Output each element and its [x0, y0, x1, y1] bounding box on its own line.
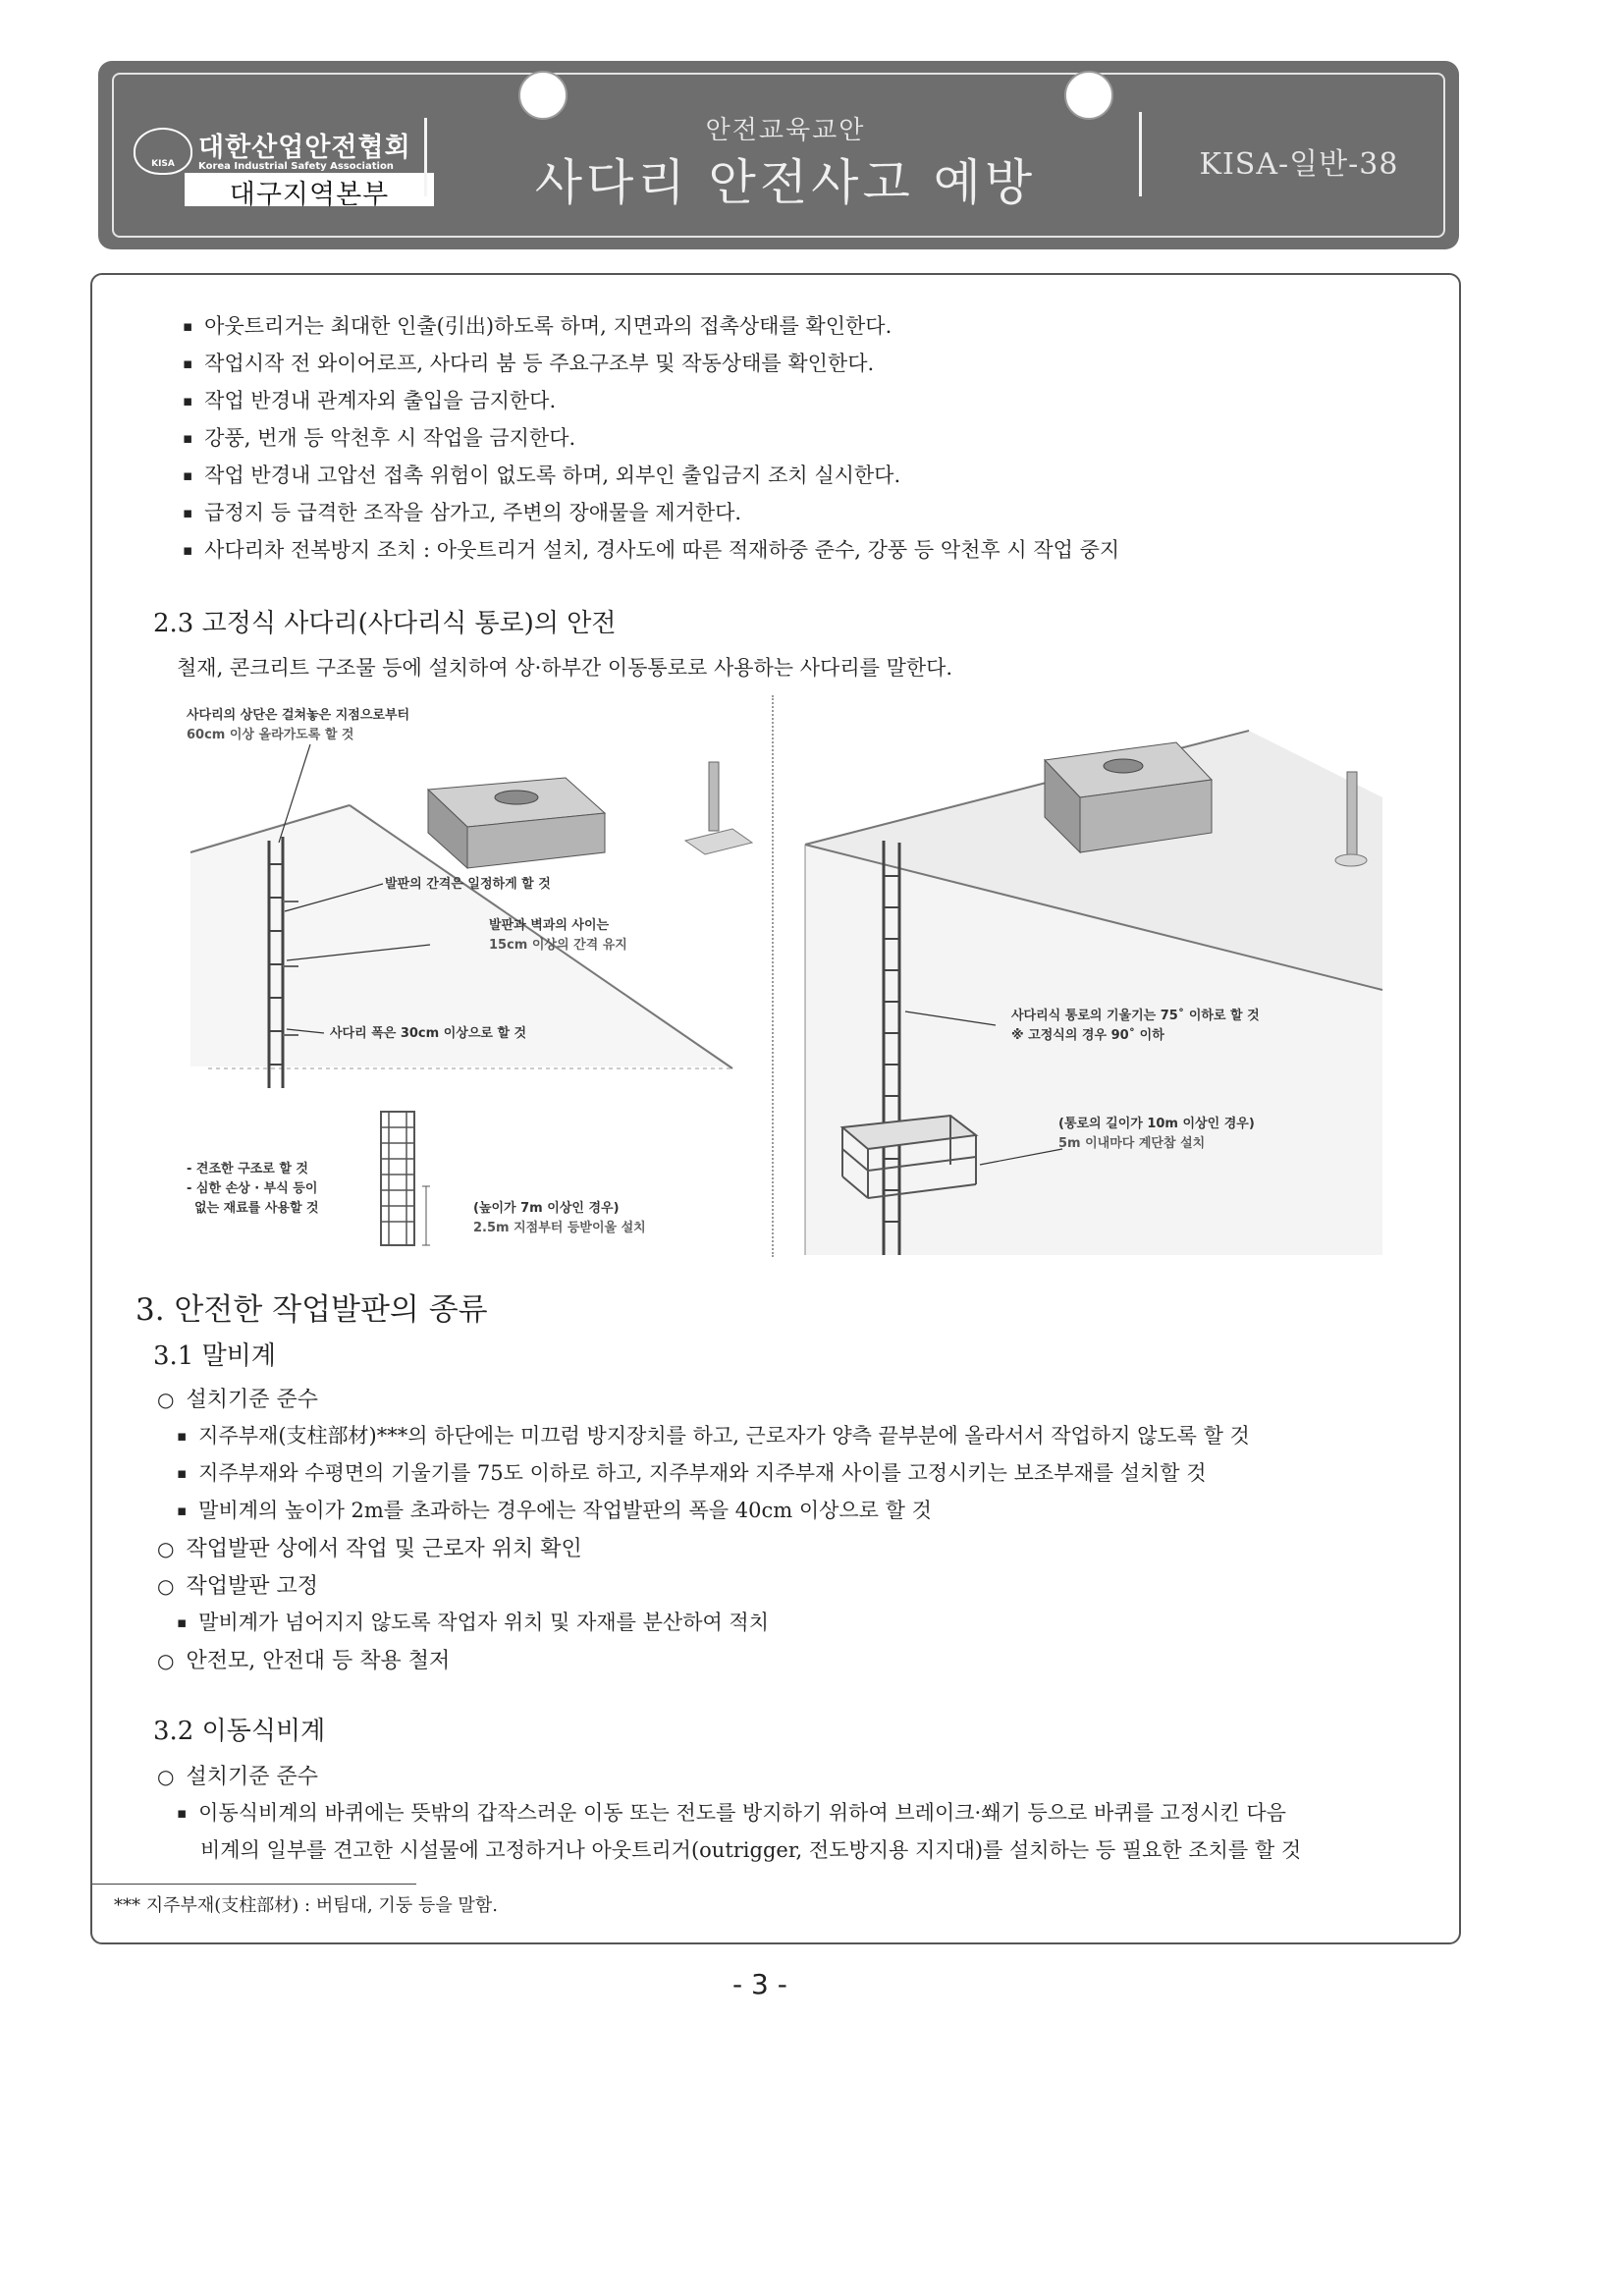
- fig-label-material-1: - 견조한 구조로 할 것: [187, 1162, 308, 1176]
- org-logo: [134, 116, 428, 214]
- bullet-item: ▪ 지주부재와 수평면의 기울기를 75도 이하로 하고, 지주부재와 지주부재 사이를 고정시키는 보조부재를 설치할 것: [177, 1457, 1207, 1487]
- fig-label-slope-1: 사다리식 통로의 기울기는 75˚ 이하로 할 것: [1011, 1009, 1260, 1023]
- bullet-continuation: 비계의 일부를 견고한 시설물에 고정하거나 아웃트리거(outrigger, 전도방지용 지지대)를 설치하는 등 필요한 조치를 할 것: [200, 1838, 1302, 1862]
- doc-subtitle: 안전교육교안: [705, 116, 866, 145]
- circle-item: ○ 안전모, 안전대 등 착용 철저: [157, 1649, 451, 1673]
- fig-label-landing-2: 5m 이내마다 계단참 설치: [1058, 1136, 1206, 1151]
- fig-label-width: 사다리 폭은 30cm 이상으로 할 것: [330, 1026, 527, 1041]
- bullet-item: ▪ 강풍, 번개 등 악천후 시 작업을 금지한다.: [183, 422, 575, 452]
- bullet-item: ▪ 지주부재(支柱部材)***의 하단에는 미끄럼 방지장치를 하고, 근로자가 양측 끝부분에 올라서서 작업하지 않도록 할 것: [177, 1420, 1250, 1449]
- bullet-item: ▪ 작업 반경내 관계자외 출입을 금지한다.: [183, 385, 556, 414]
- bullet-item: ▪ 이동식비계의 바퀴에는 뜻밖의 갑작스러운 이동 또는 전도를 방지하기 위하여 브레이크·쐐기 등으로 바퀴를 고정시킨 다음: [177, 1797, 1286, 1827]
- org-region: 대구지역본부: [185, 173, 434, 206]
- fig-label-cage-1: (높이가 7m 이상인 경우): [473, 1201, 620, 1216]
- circle-item: ○ 작업발판 상에서 작업 및 근로자 위치 확인: [157, 1537, 582, 1561]
- logo-text: KISA: [151, 159, 175, 169]
- circle-item: ○ 작업발판 고정: [157, 1574, 318, 1599]
- org-name-en: Korea Industrial Safety Association: [198, 161, 394, 172]
- fig-label-material-3: 없는 재료를 사용할 것: [194, 1201, 319, 1216]
- banner-divider-right: [1139, 112, 1142, 196]
- circle-marker-icon: ○: [157, 1574, 175, 1598]
- kisa-logo-icon: [134, 128, 192, 175]
- bullet-item: ▪ 사다리차 전복방지 조치 : 아웃트리거 설치, 경사도에 따른 적재하중 준수, 강풍 등 악천후 시 작업 중지: [183, 534, 1119, 564]
- bullet-item: ▪ 말비계의 높이가 2m를 초과하는 경우에는 작업발판의 폭을 40cm 이상으로 할 것: [177, 1495, 932, 1524]
- circle-marker-icon: ○: [157, 1388, 175, 1411]
- bullet-item: ▪ 말비계가 넘어지지 않도록 작업자 위치 및 자재를 분산하여 적치: [177, 1607, 769, 1636]
- fig-label-top-2: 60cm 이상 올라가도록 할 것: [187, 728, 354, 742]
- ladder-illustration-right: [803, 695, 1384, 1255]
- header-banner: [98, 61, 1459, 249]
- fig-label-top-1: 사다리의 상단은 걸쳐놓은 지점으로부터: [187, 708, 410, 723]
- org-name-ko: 대한산업안전협회: [198, 133, 411, 163]
- section-description: 철재, 콘크리트 구조물 등에 설치하여 상·하부간 이동통로로 사용하는 사다리를 말한다.: [177, 656, 953, 680]
- circle-item: ○ 설치기준 준수: [157, 1765, 318, 1789]
- circle-marker-icon: ○: [157, 1765, 175, 1788]
- ladder-illustration-left: [183, 695, 768, 1257]
- fig-label-wall-gap-2: 15cm 이상의 간격 유지: [489, 938, 627, 953]
- subsection-heading-3-2: 3.2 이동식비계: [153, 1717, 326, 1746]
- page-number: - 3 -: [732, 1968, 787, 2000]
- bullet-item: ▪ 작업 반경내 고압선 접촉 위험이 없도록 하며, 외부인 출입금지 조치 실시한다.: [183, 460, 900, 489]
- circle-marker-icon: ○: [157, 1537, 175, 1560]
- fig-label-landing-1: (통로의 길이가 10m 이상인 경우): [1058, 1117, 1255, 1131]
- footnote-rule: [92, 1884, 416, 1885]
- bullet-item: ▪ 급정지 등 급격한 조작을 삼가고, 주변의 장애물을 제거한다.: [183, 497, 741, 526]
- fig-label-cage-2: 2.5m 지점부터 등받이울 설치: [473, 1221, 646, 1235]
- doc-title: 사다리 안전사고 예방: [534, 154, 1037, 211]
- fig-label-wall-gap-1: 발판과 벽과의 사이는: [489, 918, 610, 933]
- banner-divider-left: [424, 118, 427, 196]
- fig-label-slope-2: ※ 고정식의 경우 90˚ 이하: [1011, 1028, 1164, 1043]
- punch-hole-right-icon: [1064, 71, 1113, 120]
- bullet-item: ▪ 작업시작 전 와이어로프, 사다리 붐 등 주요구조부 및 작동상태를 확인한다.: [183, 348, 874, 377]
- fig-label-rung-spacing: 발판의 간격은 일정하게 할 것: [385, 877, 551, 892]
- subsection-heading-3-1: 3.1 말비계: [153, 1341, 276, 1371]
- fig-label-material-2: - 심한 손상 · 부식 등이: [187, 1181, 318, 1196]
- figure-ladder-slope: [803, 695, 1384, 1255]
- bullet-item: ▪ 아웃트리거는 최대한 인출(引出)하도록 하며, 지면과의 접촉상태를 확인한다.: [183, 310, 892, 340]
- footnote: *** 지주부재(支柱部材) : 버팀대, 기둥 등을 말함.: [114, 1895, 498, 1916]
- doc-code: KISA-일반-38: [1199, 147, 1399, 182]
- section-heading-3: 3. 안전한 작업발판의 종류: [135, 1292, 488, 1328]
- circle-marker-icon: ○: [157, 1649, 175, 1672]
- circle-item: ○ 설치기준 준수: [157, 1388, 318, 1412]
- figure-ladder-fixed: [183, 695, 768, 1257]
- section-heading-2-3: 2.3 고정식 사다리(사다리식 통로)의 안전: [153, 609, 617, 638]
- figure-divider: [772, 695, 774, 1257]
